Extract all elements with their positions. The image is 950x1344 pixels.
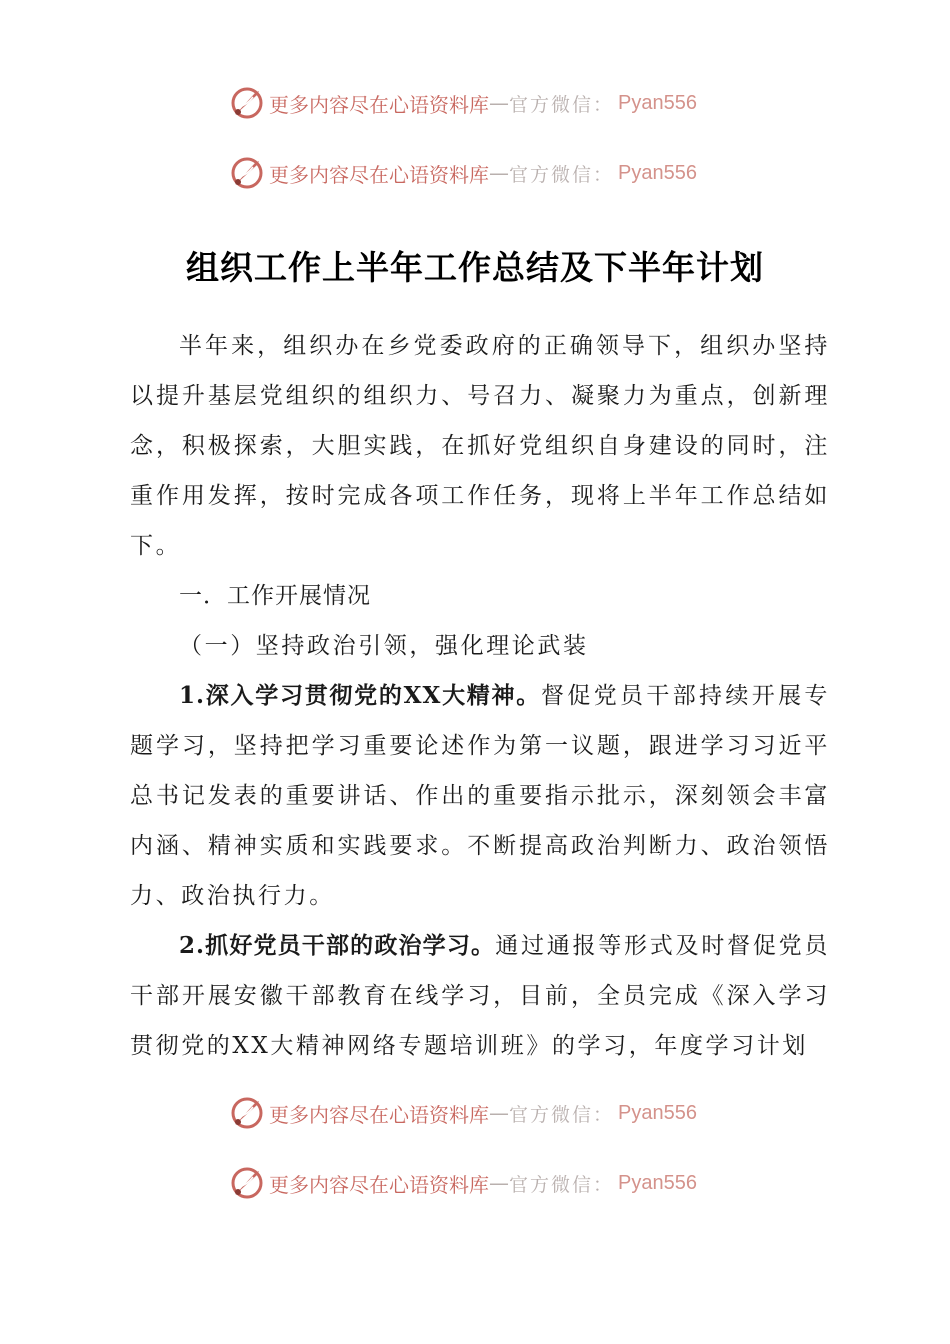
watermark-label: 官方微信： [509, 163, 615, 186]
item-lead-1: 1.深入学习贯彻党的XX大精神。 [179, 682, 542, 709]
watermark-label: 官方微信： [509, 93, 615, 116]
watermark-text: 更多内容尽在心语资料库 [269, 162, 489, 187]
watermark-text: 更多内容尽在心语资料库 [269, 1102, 489, 1127]
watermark-wechat-id: Pyan556 [618, 1101, 697, 1124]
watermark-bottom-1 [229, 1093, 697, 1133]
quill-logo-icon [229, 155, 265, 191]
watermark-separator: — [489, 1171, 509, 1195]
item-body-1: 督促党员干部持续开展专题学习，坚持把学习重要论述作为第一议题，跟进学习习近平总书记发表的重要讲话、作出的重要指示批示，深刻领会丰富内涵、精神实质和实践要求。不断提高政治判断力、政治领悟力、政治执行力。 [130, 683, 831, 909]
item-lead-2: 2.抓好党员干部的政治学习。 [179, 932, 496, 959]
watermark-top-1 [229, 83, 697, 123]
watermark-text: 更多内容尽在心语资料库 [269, 1172, 489, 1197]
quill-logo-icon [229, 1165, 265, 1201]
watermark-separator: — [489, 1101, 509, 1125]
watermark-bottom-2 [229, 1163, 697, 1203]
watermark-separator: — [489, 91, 509, 115]
watermark-top-2 [229, 153, 697, 193]
intro-paragraph: 半年来，组织办在乡党委政府的正确领导下，组织办坚持以提升基层党组织的组织力、号召力、凝聚力为重点，创新理念，积极探索，大胆实践，在抓好党组织自身建设的同时，注重作用发挥，按时完成各项工作任务，现将上半年工作总结如下。 [130, 333, 830, 559]
item-body-2: 通过通报等形式及时督促党员干部开展安徽干部教育在线学习，目前，全员完成《深入学习贯彻党的XX大精神网络专题培训班》的学习，年度学习计划 [130, 933, 830, 1059]
watermark-label: 官方微信： [509, 1103, 615, 1126]
subsection-heading: （一）坚持政治引领，强化理论武装 [179, 633, 589, 659]
watermark-wechat-id: Pyan556 [618, 91, 697, 114]
quill-logo-icon [229, 1095, 265, 1131]
watermark-label: 官方微信： [509, 1173, 615, 1196]
watermark-wechat-id: Pyan556 [618, 1171, 697, 1194]
item-paragraph-1 [130, 671, 830, 921]
document-title: 组织工作上半年工作总结及下半年计划 [186, 248, 764, 287]
document-body [130, 321, 830, 1071]
section-heading: 一．工作开展情况 [179, 583, 371, 609]
quill-logo-icon [229, 85, 265, 121]
watermark-wechat-id: Pyan556 [618, 161, 697, 184]
watermark-text: 更多内容尽在心语资料库 [269, 92, 489, 117]
watermark-separator: — [489, 161, 509, 185]
item-paragraph-2 [130, 921, 830, 1071]
